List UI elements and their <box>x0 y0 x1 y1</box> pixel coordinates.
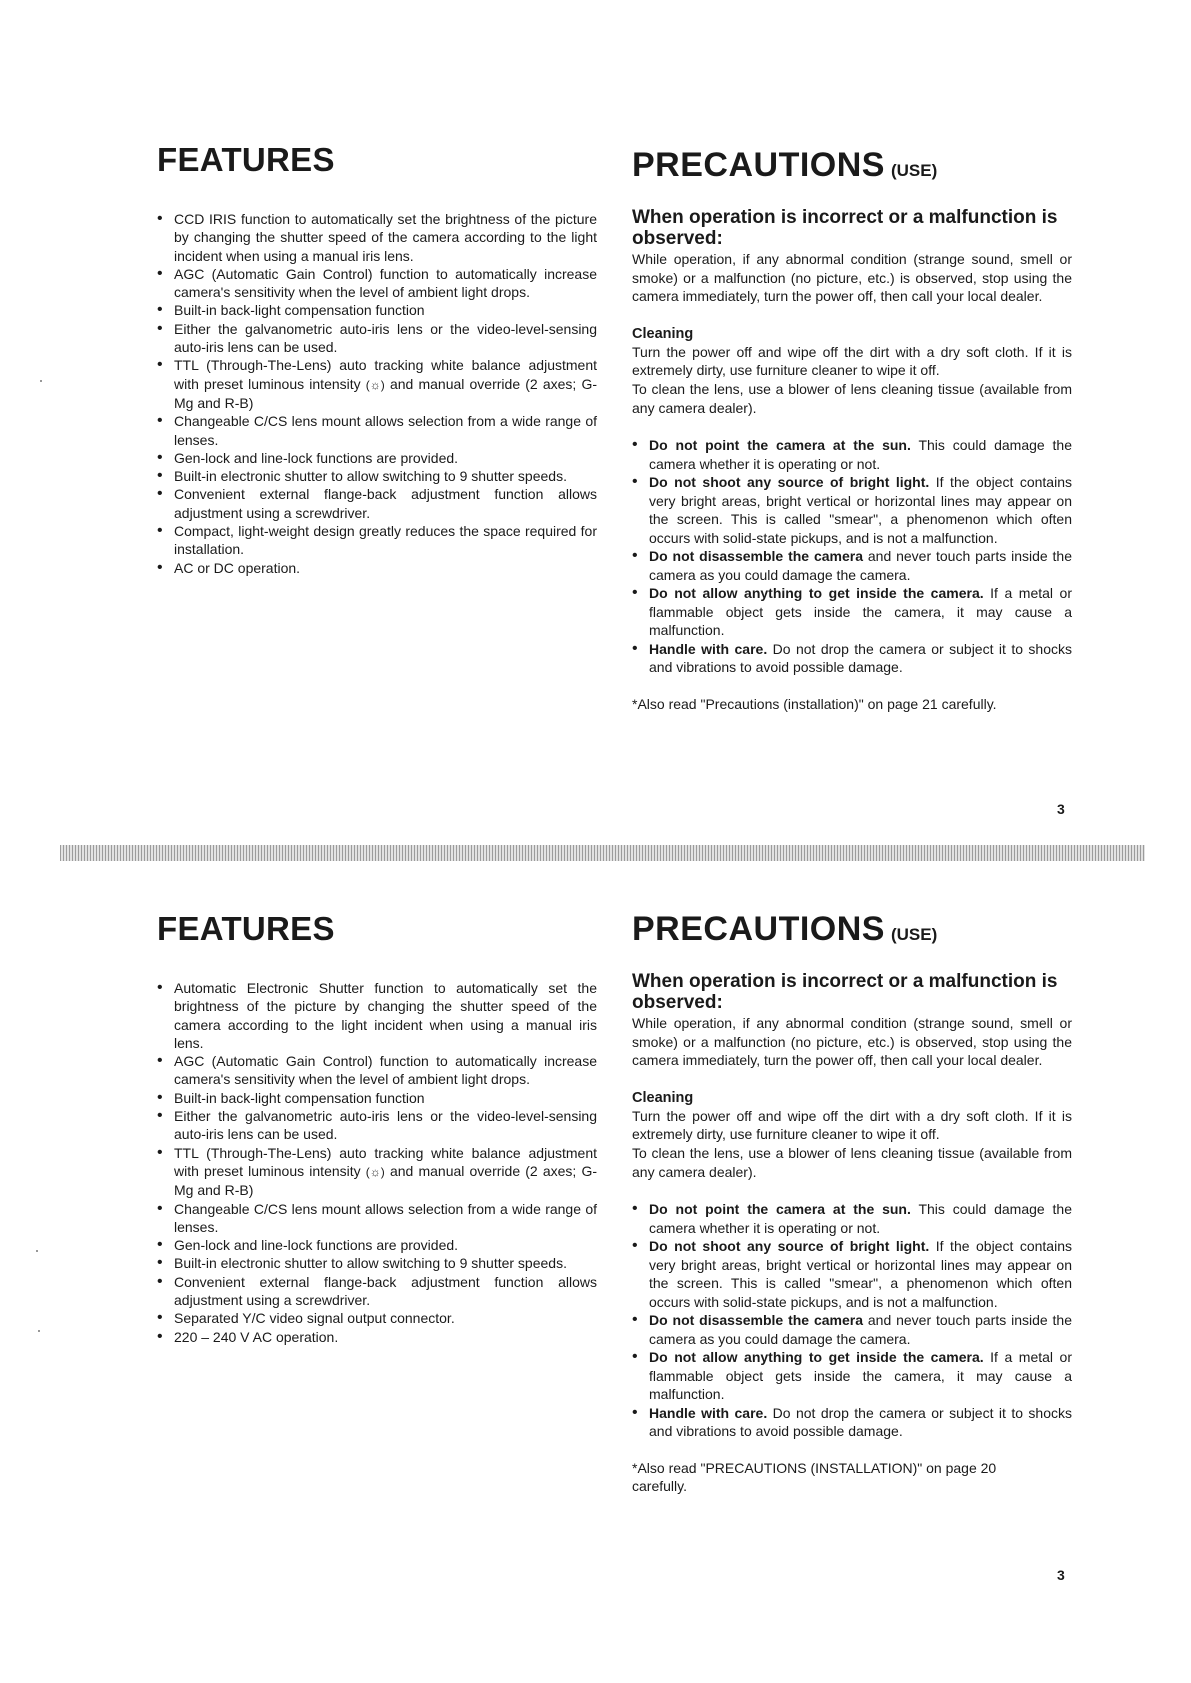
title-suffix: (USE) <box>890 161 938 180</box>
features-column <box>157 912 597 1346</box>
item-bold: Do not shoot any source of bright light. <box>649 474 930 491</box>
precautions-list <box>632 436 1072 677</box>
list-item <box>632 547 1072 584</box>
luminous-intensity-icon: (☼) <box>365 1164 385 1179</box>
cleaning-text: Turn the power off and wipe off the dirt with a dry soft cloth. If it is extremely dirty, use furniture cleaner to wipe it off. <box>632 343 1072 379</box>
list-item: • Built-in back-light compensation function <box>157 301 597 319</box>
cleaning-heading: Cleaning <box>632 325 694 342</box>
list-item: • AGC (Automatic Gain Control) function to automatically increase camera's sensitivity when the level of ambient light drops. <box>157 265 597 302</box>
precautions-column <box>632 912 1072 1495</box>
warning-text: While operation, if any abnormal condition (strange sound, smell or smoke) or a malfunction (no picture, etc.) is observed, stop using the camera immediately, turn the power off, then call your local dealer. <box>632 1015 1072 1069</box>
warning-heading: When operation is incorrect or a malfunction is observed: <box>632 971 1058 1013</box>
item-bold: Do not allow anything to get inside the camera. <box>649 1349 984 1366</box>
warning-heading: When operation is incorrect or a malfunction is observed: <box>632 207 1058 249</box>
list-item <box>632 1237 1072 1311</box>
list-item: • Gen-lock and line-lock functions are provided. <box>157 449 597 467</box>
list-item <box>632 640 1072 677</box>
list-item: • Automatic Electronic Shutter function to automatically set the brightness of the picture by changing the shutter speed of the camera according to the light incident when using a manual iris lens. <box>157 979 597 1052</box>
title-text: PRECAUTIONS <box>632 910 885 948</box>
item-bold: Do not allow anything to get inside the camera. <box>649 585 984 602</box>
scan-divider <box>60 845 1145 861</box>
cleaning-text: Turn the power off and wipe off the dirt with a dry soft cloth. If it is extremely dirty, use furniture cleaner to wipe it off. <box>632 1107 1072 1143</box>
list-item <box>157 356 597 412</box>
bottom-page <box>0 860 1191 1683</box>
list-item: • Changeable C/CS lens mount allows selection from a wide range of lenses. <box>157 1200 597 1237</box>
cleaning-text: To clean the lens, use a blower of lens cleaning tissue (available from any camera dealer). <box>632 1144 1072 1180</box>
list-item <box>157 1144 597 1200</box>
margin-speck <box>40 380 42 382</box>
title-text: PRECAUTIONS <box>632 146 885 184</box>
item-bold: Do not disassemble the camera <box>649 548 863 565</box>
features-column <box>157 143 597 577</box>
item-bold: Do not point the camera at the sun. <box>649 437 911 454</box>
item-text: and manual override (2 axes; G-Mg and R-B) <box>174 375 598 411</box>
item-text: TTL (Through-The-Lens) auto tracking white balance adjustment with preset luminous intensity <box>174 1144 597 1179</box>
item-text: and manual override (2 axes; G-Mg and R-B) <box>174 1162 598 1199</box>
precautions-title <box>632 148 1072 182</box>
item-bold: Do not disassemble the camera <box>649 1312 863 1329</box>
list-item: • Either the galvanometric auto-iris lens or the video-level-sensing auto-iris lens can be used. <box>157 1107 597 1144</box>
luminous-intensity-icon: (☼) <box>365 377 385 392</box>
item-text: Do not drop the camera or subject it to shocks and vibrations to avoid possible damage. <box>649 1404 1072 1440</box>
item-text: If the object contains very bright areas, bright vertical or horizontal lines may appear on the screen. This is called "smear", a phenomenon which often occurs with solid-state pickups, and is not a malfunction. <box>649 474 1072 546</box>
warning-text: While operation, if any abnormal condition (strange sound, smell or smoke) or a malfunction (no picture, etc.) is observed, stop using the camera immediately, turn the power off, then call your local dealer. <box>632 251 1072 305</box>
list-item <box>632 1348 1072 1404</box>
item-text: This could damage the camera whether it is operating or not. <box>649 1201 1072 1236</box>
item-bold: Handle with care. <box>649 1404 768 1421</box>
list-item: • AC or DC operation. <box>157 559 597 577</box>
list-item: • Gen-lock and line-lock functions are provided. <box>157 1236 597 1254</box>
list-item: • Either the galvanometric auto-iris lens or the video-level-sensing auto-iris lens can be used. <box>157 320 597 357</box>
item-bold: Do not shoot any source of bright light. <box>649 1238 930 1255</box>
features-list <box>157 979 597 1346</box>
list-item <box>632 473 1072 547</box>
features-title: FEATURES <box>157 910 335 947</box>
item-text: If a metal or flammable object gets inside the camera, it may cause a malfunction. <box>649 585 1072 639</box>
precautions-title <box>632 912 1072 946</box>
list-item: • Built-in electronic shutter to allow switching to 9 shutter speeds. <box>157 467 597 485</box>
item-text: This could damage the camera whether it is operating or not. <box>649 437 1072 472</box>
cleaning-heading: Cleaning <box>632 1089 694 1106</box>
list-item <box>632 584 1072 640</box>
item-text: If the object contains very bright areas, bright vertical or horizontal lines may appear on the screen. This is called "smear", a phenomenon which often occurs with solid-state pickups, and is not a malfunction. <box>649 1238 1072 1310</box>
list-item: • CCD IRIS function to automatically set the brightness of the picture by changing the shutter speed of the camera according to the light incident when using a manual iris lens. <box>157 210 597 265</box>
list-item <box>632 436 1072 473</box>
top-page <box>0 0 1191 820</box>
list-item: • 220 – 240 V AC operation. <box>157 1328 597 1346</box>
list-item: • Built-in electronic shutter to allow switching to 9 shutter speeds. <box>157 1254 597 1272</box>
cleaning-text: To clean the lens, use a blower of lens cleaning tissue (available from any camera dealer). <box>632 380 1072 416</box>
footnote: *Also read "PRECAUTIONS (INSTALLATION)" on page 20 carefully. <box>632 1459 997 1494</box>
list-item: • Convenient external flange-back adjustment function allows adjustment using a screwdriver. <box>157 485 597 522</box>
title-suffix: (USE) <box>890 925 938 944</box>
page-number: 3 <box>1057 801 1065 817</box>
item-text: TTL (Through-The-Lens) auto tracking white balance adjustment with preset luminous intensity <box>174 357 597 392</box>
precautions-list <box>632 1200 1072 1441</box>
list-item: • Changeable C/CS lens mount allows selection from a wide range of lenses. <box>157 412 597 449</box>
list-item: • AGC (Automatic Gain Control) function to automatically increase camera's sensitivity when the level of ambient light drops. <box>157 1052 597 1089</box>
item-text: and never touch parts inside the camera as you could damage the camera. <box>649 548 1072 583</box>
list-item <box>632 1404 1072 1441</box>
list-item: • Built-in back-light compensation function <box>157 1089 597 1107</box>
features-list <box>157 210 597 577</box>
item-text: If a metal or flammable object gets inside the camera, it may cause a malfunction. <box>649 1349 1072 1403</box>
item-text: Do not drop the camera or subject it to shocks and vibrations to avoid possible damage. <box>649 640 1072 676</box>
features-title: FEATURES <box>157 141 335 178</box>
footnote: *Also read "Precautions (installation)" on page 21 carefully. <box>632 695 997 712</box>
list-item <box>632 1311 1072 1348</box>
list-item: • Separated Y/C video signal output connector. <box>157 1309 597 1327</box>
precautions-column <box>632 148 1072 713</box>
page-number: 3 <box>1057 1567 1065 1583</box>
list-item <box>632 1200 1072 1237</box>
item-bold: Handle with care. <box>649 640 768 657</box>
list-item: • Convenient external flange-back adjustment function allows adjustment using a screwdriver. <box>157 1273 597 1310</box>
list-item: • Compact, light-weight design greatly reduces the space required for installation. <box>157 522 597 559</box>
item-bold: Do not point the camera at the sun. <box>649 1201 911 1218</box>
item-text: and never touch parts inside the camera as you could damage the camera. <box>649 1312 1072 1347</box>
